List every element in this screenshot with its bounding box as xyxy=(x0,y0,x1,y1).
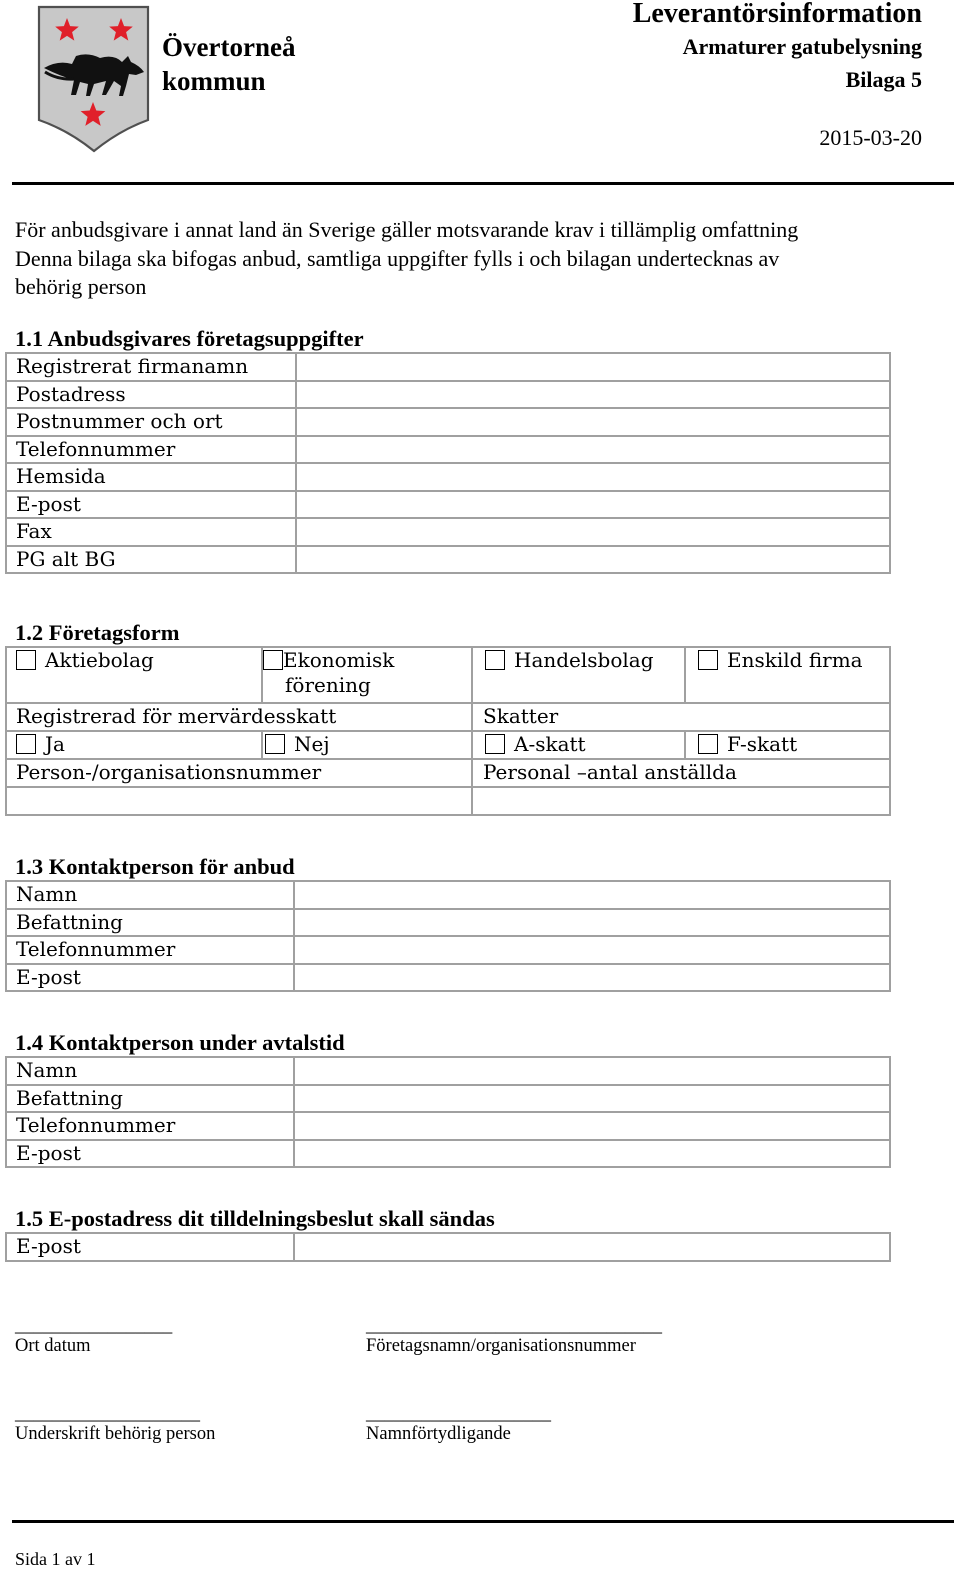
checkbox-handelsbolag[interactable] xyxy=(485,650,505,670)
option-label: Nej xyxy=(294,732,330,756)
table-row xyxy=(6,964,890,992)
document-title: Leverantörsinformation xyxy=(632,0,922,29)
employees-field[interactable] xyxy=(472,787,890,815)
table-row xyxy=(6,1085,890,1113)
intro-line-2: Denna bilaga ska bifogas anbud, samtliga uppgifter fylls i och bilagan undertecknas av xyxy=(15,245,780,271)
table-row xyxy=(6,518,890,546)
field-label: Postnummer och ort xyxy=(6,408,296,436)
field-label: Registrerat firmanamn xyxy=(6,353,296,381)
award-email-table xyxy=(5,1232,891,1262)
name-clarification-label: Namnförtydligande xyxy=(366,1424,511,1444)
option-label: Ekonomisk xyxy=(283,648,395,672)
phone-field[interactable] xyxy=(296,436,890,464)
bid-contact-name-field[interactable] xyxy=(294,881,890,909)
signature-line-name[interactable]: ____________________ xyxy=(366,1404,551,1424)
signature-line-company[interactable]: ________________________________ xyxy=(366,1316,662,1336)
municipality-name-line1: Övertorneå xyxy=(162,32,296,62)
contract-contact-phone-field[interactable] xyxy=(294,1112,890,1140)
field-label: E-post xyxy=(6,491,296,519)
intro-line-1: För anbudsgivare i annat land än Sverige gäller motsvarande krav i tillämplig omfattning xyxy=(15,217,799,242)
company-info-table xyxy=(5,352,891,574)
bid-contact-phone-field[interactable] xyxy=(294,936,890,964)
field-label: E-post xyxy=(6,964,294,992)
table-row xyxy=(6,881,890,909)
field-label: Namn xyxy=(6,1057,294,1085)
municipality-name-line2: kommun xyxy=(162,66,266,96)
option-ekonomisk-forening xyxy=(262,647,472,703)
table-row xyxy=(6,491,890,519)
field-label: Befattning xyxy=(6,909,294,937)
employees-label: Personal –antal anställda xyxy=(472,759,890,787)
option-label: Ja xyxy=(45,732,65,756)
contract-contact-email-field[interactable] xyxy=(294,1140,890,1168)
section-1-3-title: 1.3 Kontaktperson för anbud xyxy=(15,854,295,879)
table-row xyxy=(6,787,890,815)
table-row xyxy=(6,703,890,731)
table-row xyxy=(6,1233,890,1261)
field-label: Telefonnummer xyxy=(6,436,296,464)
table-row xyxy=(6,381,890,409)
option-label: Handelsbolag xyxy=(514,648,654,672)
field-label: Hemsida xyxy=(6,463,296,491)
company-name-field[interactable] xyxy=(296,353,890,381)
table-row xyxy=(6,647,890,703)
signature-line-place-date[interactable]: _________________ xyxy=(15,1316,173,1336)
field-label: Befattning xyxy=(6,1085,294,1113)
option-vat-no xyxy=(262,731,472,759)
section-1-5-title: 1.5 E-postadress dit tilldelningsbeslut skall sändas xyxy=(15,1206,495,1231)
section-1-4-title: 1.4 Kontaktperson under avtalstid xyxy=(15,1030,345,1055)
contract-contact-name-field[interactable] xyxy=(294,1057,890,1085)
field-label: Telefonnummer xyxy=(6,936,294,964)
table-row xyxy=(6,1057,890,1085)
checkbox-aktiebolag[interactable] xyxy=(16,650,36,670)
footer-divider xyxy=(12,1520,954,1523)
checkbox-vat-no[interactable] xyxy=(265,734,285,754)
checkbox-a-skatt[interactable] xyxy=(485,734,505,754)
field-label: PG alt BG xyxy=(6,546,296,574)
option-a-skatt xyxy=(472,731,685,759)
table-row xyxy=(6,1140,890,1168)
signature-line-signature[interactable]: ____________________ xyxy=(15,1404,200,1424)
table-row xyxy=(6,408,890,436)
field-label: E-post xyxy=(6,1233,294,1261)
tax-label: Skatter xyxy=(472,703,890,731)
document-subtitle: Armaturer gatubelysning xyxy=(682,34,922,59)
org-number-label: Person-/organisationsnummer xyxy=(6,759,472,787)
vat-registered-label: Registrerad för mervärdesskatt xyxy=(6,703,472,731)
table-row xyxy=(6,436,890,464)
table-row xyxy=(6,909,890,937)
section-1-1-title: 1.1 Anbudsgivares företagsuppgifter xyxy=(15,326,364,351)
table-row xyxy=(6,759,890,787)
contract-contact-title-field[interactable] xyxy=(294,1085,890,1113)
intro-text xyxy=(15,216,915,302)
table-row xyxy=(6,353,890,381)
option-label: F-skatt xyxy=(727,732,798,756)
field-label: Telefonnummer xyxy=(6,1112,294,1140)
document-date: 2015-03-20 xyxy=(819,125,922,150)
email-field[interactable] xyxy=(296,491,890,519)
checkbox-vat-yes[interactable] xyxy=(16,734,36,754)
website-field[interactable] xyxy=(296,463,890,491)
option-aktiebolag xyxy=(6,647,262,703)
table-row xyxy=(6,731,890,759)
checkbox-f-skatt[interactable] xyxy=(698,734,718,754)
bid-contact-title-field[interactable] xyxy=(294,909,890,937)
intro-line-3: behörig person xyxy=(15,274,147,299)
postal-address-field[interactable] xyxy=(296,381,890,409)
option-f-skatt xyxy=(685,731,890,759)
section-1-2-title: 1.2 Företagsform xyxy=(15,620,180,645)
option-label: Enskild firma xyxy=(727,648,863,672)
org-number-field[interactable] xyxy=(6,787,472,815)
bid-contact-email-field[interactable] xyxy=(294,964,890,992)
field-label: Fax xyxy=(6,518,296,546)
option-vat-yes xyxy=(6,731,262,759)
checkbox-enskild-firma[interactable] xyxy=(698,650,718,670)
company-name-label: Företagsnamn/organisationsnummer xyxy=(366,1336,636,1356)
option-label: A-skatt xyxy=(514,732,586,756)
table-row xyxy=(6,463,890,491)
fax-field[interactable] xyxy=(296,518,890,546)
checkbox-ekonomisk-forening[interactable] xyxy=(263,650,283,670)
postal-code-city-field[interactable] xyxy=(296,408,890,436)
field-label: E-post xyxy=(6,1140,294,1168)
field-label: Postadress xyxy=(6,381,296,409)
option-label-cont: förening xyxy=(285,673,371,697)
contract-contact-table xyxy=(5,1056,891,1168)
attachment-label: Bilaga 5 xyxy=(845,67,922,92)
municipality-name xyxy=(162,30,295,98)
option-enskild-firma xyxy=(685,647,890,703)
award-email-field[interactable] xyxy=(294,1233,890,1261)
table-row xyxy=(6,1112,890,1140)
page-number: Sida 1 av 1 xyxy=(15,1549,96,1569)
field-label: Namn xyxy=(6,881,294,909)
bid-contact-table xyxy=(5,880,891,992)
option-label: Aktiebolag xyxy=(45,648,154,672)
company-form-table xyxy=(5,646,891,816)
table-row xyxy=(6,936,890,964)
municipality-crest xyxy=(36,2,152,154)
header-divider xyxy=(12,182,954,185)
table-row xyxy=(6,546,890,574)
giro-field[interactable] xyxy=(296,546,890,574)
option-handelsbolag xyxy=(472,647,685,703)
place-date-label: Ort datum xyxy=(15,1336,91,1356)
signature-label: Underskrift behörig person xyxy=(15,1424,216,1444)
